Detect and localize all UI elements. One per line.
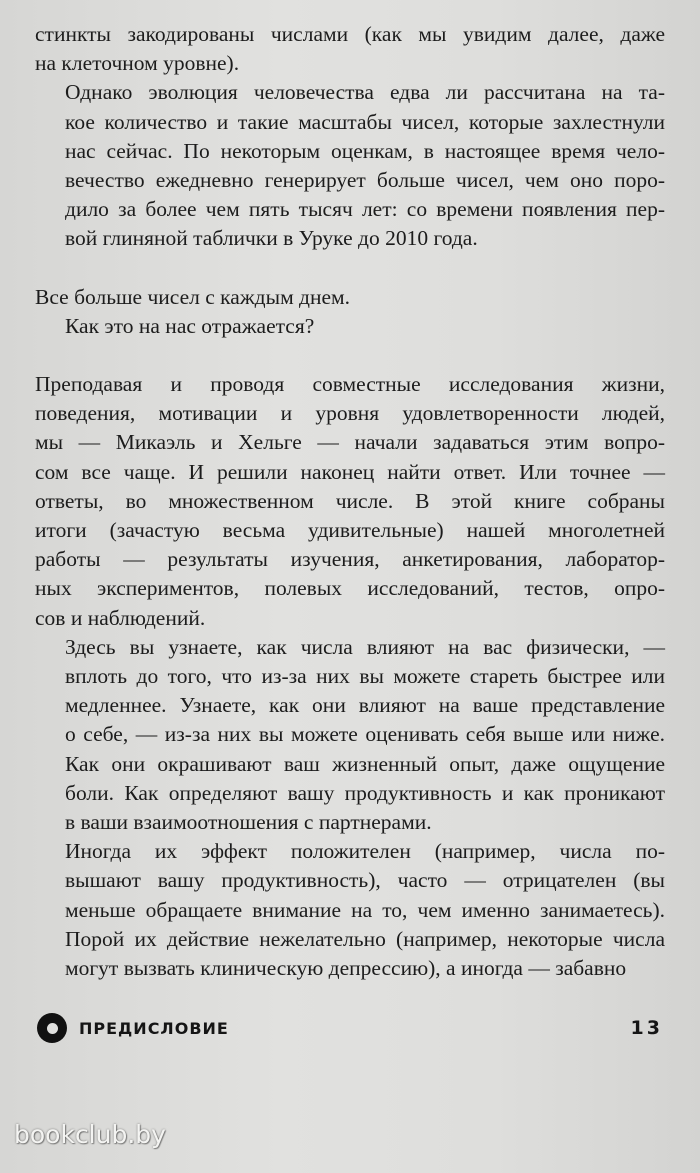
paragraph (35, 283, 665, 312)
body-text (35, 20, 665, 983)
text-line: Здесь вы узнаете, как числа влияют на вас физически, — (65, 634, 665, 659)
site-watermark: bookclub.by (14, 1120, 166, 1149)
paragraph (35, 20, 665, 78)
paragraph (35, 837, 665, 983)
text-line: нас сейчас. По некоторым оценкам, в настоящее время чело- (65, 138, 665, 163)
paragraph (35, 78, 665, 253)
text-line: Преподавая и проводя совместные исследования жизни, (35, 372, 665, 397)
section-label: ПРЕДИСЛОВИЕ (79, 1018, 229, 1038)
text-line: вечество ежедневно генерирует больше чисел, чем оно поро- (65, 168, 665, 193)
text-line: поведения, мотивации и уровня удовлетворенности людей, (35, 401, 665, 426)
text-line: ответы, во множественном числе. В этой книге собраны (35, 488, 665, 513)
text-line: Все больше чисел с каждым днем. (35, 284, 351, 309)
text-line: сом все чаще. И решили наконец найти ответ. Или точнее — (35, 459, 665, 484)
text-line: меньше обращаете внимание на то, чем именно занимаетесь). (65, 897, 665, 922)
paragraph (35, 312, 665, 341)
paragraph (35, 370, 665, 633)
text-line: о себе, — из-за них вы можете оценивать себя выше или ниже. (65, 722, 665, 747)
text-line: кое количество и такие масштабы чисел, которые захлестнули (65, 109, 665, 134)
text-line: Однако эволюция человечества едва ли рассчитана на та- (65, 80, 665, 105)
text-line: в ваши взаимоотношения с партнерами. (65, 810, 432, 835)
page-footer (37, 1010, 663, 1046)
paragraph (35, 633, 665, 837)
text-line: вышают вашу продуктивность), часто — отрицателен (вы (65, 868, 665, 893)
ring-bullet-icon (37, 1013, 67, 1043)
text-line: мы — Микаэль и Хельге — начали задаваться этим вопро- (35, 430, 665, 455)
footer-section (37, 1013, 229, 1043)
text-line: Порой их действие нежелательно (например, некоторые числа (65, 926, 665, 951)
text-line: вой глиняной таблички в Уруке до 2010 года. (65, 226, 478, 251)
text-line: итоги (зачастую весьма удивительные) нашей многолетней (35, 518, 665, 543)
text-line: Как они окрашивают ваш жизненный опыт, даже ощущение (65, 751, 665, 776)
text-line: Как это на нас отражается? (65, 313, 315, 338)
text-line: медленнее. Узнаете, как они влияют на ваше представление (65, 693, 665, 718)
text-line: работы — результаты изучения, анкетирования, лаборатор- (35, 547, 665, 572)
text-line: сов и наблюдений. (35, 605, 206, 630)
text-line: ных экспериментов, полевых исследований, тестов, опро- (35, 576, 665, 601)
text-line: боли. Как определяют вашу продуктивность и как проникают (65, 780, 665, 805)
page-number: 13 (630, 1017, 663, 1039)
text-line: на клеточном уровне). (35, 51, 240, 76)
text-line: стинкты закодированы числами (как мы увидим далее, даже (35, 22, 665, 46)
text-line: Иногда их эффект положителен (например, числа по- (65, 839, 665, 864)
text-line: дило за более чем пять тысяч лет: со времени появления пер- (65, 197, 665, 222)
text-line: вплоть до того, что из-за них вы можете стареть быстрее или (65, 664, 665, 689)
text-line: могут вызвать клиническую депрессию), а иногда — забавно (65, 956, 627, 981)
